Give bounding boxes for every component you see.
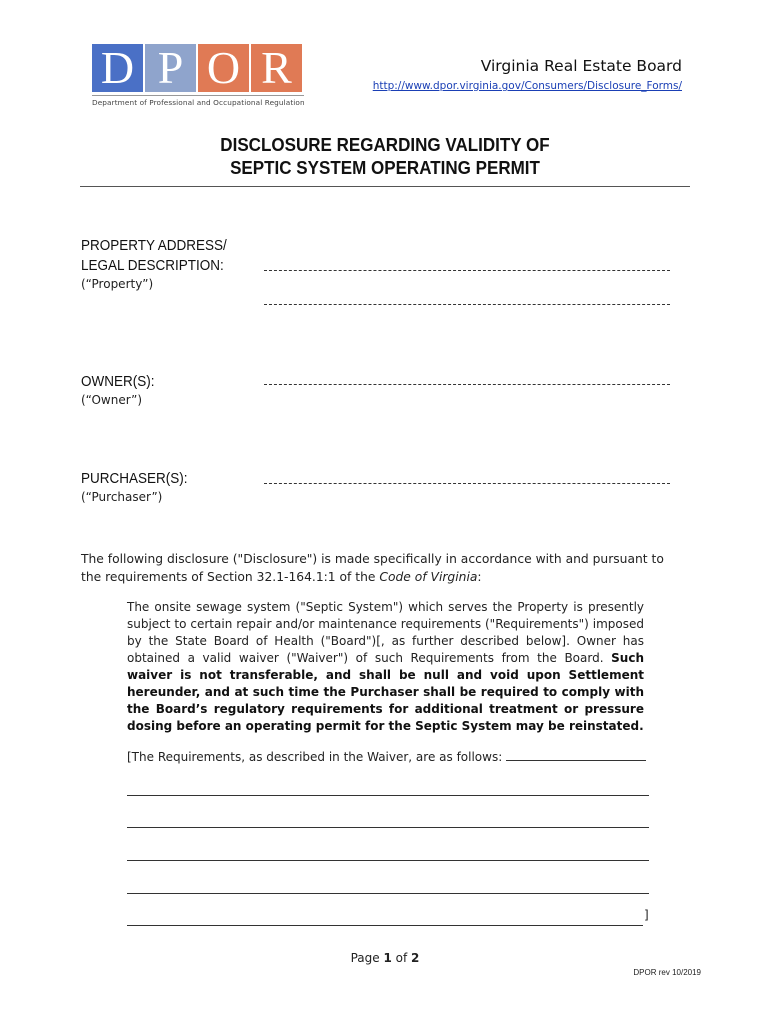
waiver-warning: Such waiver is not transferable, and shall be null and void upon Settlement hereunder, and at such time the Purchaser shall be required to comply with the Board’s regulatory requirements for additional treatment or pressure dosing before an operating permit for the Septic System may be reinstated.: [127, 651, 644, 733]
requirements-intro: [127, 748, 646, 764]
document-title: [104, 133, 665, 179]
requirements-field-5[interactable]: [127, 925, 643, 926]
revision-label: DPOR rev 10/2019: [633, 968, 701, 977]
property-address-field-1[interactable]: [264, 270, 670, 271]
requirements-field-3[interactable]: [127, 860, 649, 861]
requirements-text: [The Requirements, as described in the Waiver, are as follows:: [127, 750, 507, 764]
purchaser-label: PURCHASER(S):: [81, 470, 188, 487]
page-current: 1: [383, 951, 392, 965]
logo-letter-o: O: [198, 44, 249, 92]
board-title: Virginia Real Estate Board: [480, 57, 682, 75]
page-number: [0, 951, 770, 965]
disclosure-forms-link[interactable]: http://www.dpor.virginia.gov/Consumers/Disclosure_Forms/: [372, 80, 682, 92]
page-prefix: Page: [350, 951, 384, 965]
title-divider: [80, 186, 690, 187]
disclosure-paragraph: [127, 599, 644, 735]
requirements-field-2[interactable]: [127, 827, 649, 828]
property-label-line1: PROPERTY ADDRESS/: [81, 237, 227, 254]
dpor-logo: [92, 44, 304, 106]
requirements-closing-bracket: ]: [644, 908, 649, 922]
title-line-2: SEPTIC SYSTEM OPERATING PERMIT: [230, 157, 540, 178]
logo-letter-d: D: [92, 44, 143, 92]
page-of: of: [391, 951, 412, 965]
requirements-field-1[interactable]: [127, 795, 649, 796]
owner-field[interactable]: [264, 384, 670, 385]
logo-letter-p: P: [145, 44, 196, 92]
intro-end: :: [477, 570, 482, 584]
page-total: 2: [411, 951, 420, 965]
logo-letter-r: R: [251, 44, 302, 92]
purchaser-sublabel: (“Purchaser”): [81, 490, 163, 504]
code-of-virginia: Code of Virginia: [379, 570, 478, 584]
property-address-field-2[interactable]: [264, 304, 670, 305]
disclosure-text: The onsite sewage system ("Septic System") which serves the Property is presently subject to certain repair and/or maintenance requirements ("Requirements") imposed by the State Board of Health ("Board")[, as further described below]. Owner has obtained a valid waiver ("Waiver") of such Requirements from the Board.: [127, 600, 644, 665]
requirements-field-4[interactable]: [127, 893, 649, 894]
logo-caption: Department of Professional and Occupational Regulation: [92, 95, 304, 107]
purchaser-field[interactable]: [264, 483, 670, 484]
requirements-field-0[interactable]: [506, 748, 646, 761]
intro-paragraph: [81, 550, 681, 586]
owner-label: OWNER(S):: [81, 373, 155, 390]
property-label-line2: LEGAL DESCRIPTION:: [81, 257, 224, 274]
title-line-1: DISCLOSURE REGARDING VALIDITY OF: [220, 134, 550, 155]
property-sublabel: (“Property”): [81, 277, 154, 291]
intro-text: The following disclosure ("Disclosure") is made specifically in accordance with and pursuant to the requirements of Section 32.1-164.1:1 of the: [81, 552, 664, 584]
owner-sublabel: (“Owner”): [81, 393, 143, 407]
